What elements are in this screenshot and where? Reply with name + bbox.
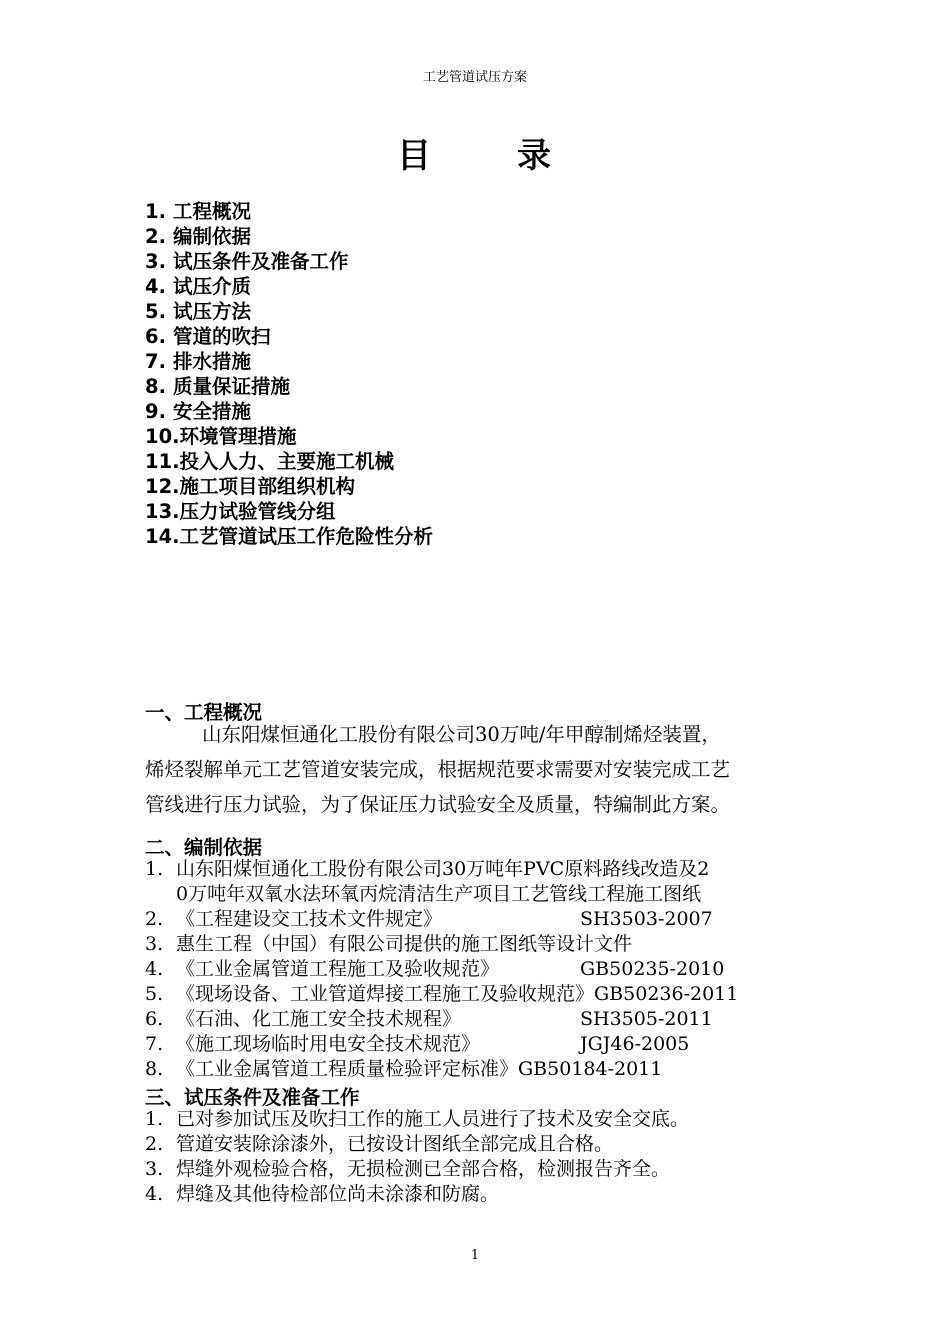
toc-item-label: 压力试验管线分组 — [179, 500, 336, 523]
toc-item-number: 10. — [145, 425, 180, 448]
toc-item-label: 试压介质 — [173, 275, 252, 298]
list-item-text: 《现场设备、工业管道焊接工程施工及验收规范》GB50236-2011 — [176, 983, 739, 1005]
list-item-text: 已对参加试压及吹扫工作的施工人员进行了技术及安全交底。 — [176, 1108, 690, 1130]
list-item — [145, 982, 738, 1007]
list-item-number: 1. — [145, 1108, 164, 1130]
toc-item-number: 1. — [145, 200, 166, 223]
list-item-number: 5. — [145, 983, 164, 1005]
toc-item-number: 7. — [145, 350, 166, 373]
list-item-text: 管道安装除涂漆外，已按设计图纸全部完成且合格。 — [176, 1133, 614, 1155]
toc-item-label: 环境管理措施 — [179, 425, 297, 448]
paragraph-line: 山东阳煤恒通化工股份有限公司30万吨/年甲醇制烯烃装置， — [202, 723, 721, 746]
page-header: 工艺管道试压方案 — [422, 70, 527, 85]
toc-item-number: 13. — [145, 500, 180, 523]
toc-item — [145, 349, 433, 374]
toc-item — [145, 324, 433, 349]
list-item — [145, 1132, 689, 1157]
basis-list — [145, 857, 738, 1082]
list-item — [145, 932, 738, 957]
list-item-number: 4. — [145, 1183, 164, 1205]
toc-item — [145, 224, 433, 249]
toc-item-number: 4. — [145, 275, 166, 298]
list-item — [145, 1107, 689, 1132]
toc-item-label: 质量保证措施 — [173, 375, 291, 398]
list-item-number: 6. — [145, 1008, 164, 1030]
list-item-continuation: 0万吨年双氧水法环氧丙烷清洁生产项目工艺管线工程施工图纸 — [176, 883, 702, 905]
list-item-text: 《工业金属管道工程质量检验评定标准》GB50184-2011 — [176, 1058, 663, 1080]
standard-code: SH3505-2011 — [580, 1008, 713, 1030]
list-item-text: 焊缝及其他待检部位尚未涂漆和防腐。 — [176, 1183, 500, 1205]
page-number: 1 — [470, 1248, 480, 1263]
toc-item — [145, 499, 433, 524]
paragraph-line: 烯烃裂解单元工艺管道安装完成，根据规范要求需要对安装完成工艺 — [145, 758, 731, 781]
toc-item-label: 施工项目部组织机构 — [179, 475, 356, 498]
list-item-number: 1. — [145, 858, 164, 880]
toc-item-label: 工程概况 — [173, 200, 252, 223]
toc-title — [0, 128, 950, 177]
toc-item-number: 12. — [145, 475, 180, 498]
toc-item — [145, 374, 433, 399]
toc-item — [145, 299, 433, 324]
toc-item-number: 3. — [145, 250, 166, 273]
list-item-number: 2. — [145, 1133, 164, 1155]
toc-item — [145, 449, 433, 474]
toc-item-number: 5. — [145, 300, 166, 323]
standard-code: GB50235-2010 — [580, 958, 725, 980]
list-item-text: 焊缝外观检验合格，无损检测已全部合格，检测报告齐全。 — [176, 1158, 671, 1180]
section-heading-basis: 二、编制依据 — [145, 836, 263, 859]
toc-item-number: 6. — [145, 325, 166, 348]
toc-item — [145, 249, 433, 274]
toc-item — [145, 474, 433, 499]
list-item-number: 8. — [145, 1058, 164, 1080]
toc-item-number: 8. — [145, 375, 166, 398]
toc-item-label: 管道的吹扫 — [173, 325, 271, 348]
list-item-number: 3. — [145, 933, 164, 955]
toc-item-number: 9. — [145, 400, 166, 423]
section-overview-paragraph — [145, 717, 815, 822]
toc-item-label: 编制依据 — [173, 225, 252, 248]
list-item-number: 4. — [145, 958, 164, 980]
toc-title-char-2: 录 — [517, 136, 553, 176]
list-item — [145, 857, 738, 882]
paragraph-line: 管线进行压力试验，为了保证压力试验安全及质量，特编制此方案。 — [145, 793, 731, 816]
list-item-text: 惠生工程（中国）有限公司提供的施工图纸等设计文件 — [176, 933, 633, 955]
list-item — [145, 1007, 738, 1032]
standard-code: JGJ46-2005 — [580, 1033, 690, 1055]
list-item-text: 《工业金属管道工程施工及验收规范》 — [176, 958, 500, 980]
toc-item-label: 工艺管道试压工作危险性分析 — [179, 525, 434, 548]
toc-title-char-1: 目 — [397, 136, 433, 176]
toc-item — [145, 399, 433, 424]
toc-item-number: 11. — [145, 450, 180, 473]
section-heading-overview: 一、工程概况 — [145, 701, 263, 724]
toc-item — [145, 274, 433, 299]
table-of-contents — [145, 199, 433, 549]
list-item — [145, 1057, 738, 1082]
list-item-text: 山东阳煤恒通化工股份有限公司30万吨年PVC原料路线改造及2 — [176, 858, 710, 880]
list-item — [145, 957, 738, 982]
list-item — [145, 907, 738, 932]
list-item-text: 《施工现场临时用电安全技术规范》 — [176, 1033, 481, 1055]
standard-code: SH3503-2007 — [580, 908, 713, 930]
list-item-text: 《石油、化工施工安全技术规程》 — [176, 1008, 462, 1030]
list-item — [145, 1157, 689, 1182]
list-item — [145, 1182, 689, 1207]
toc-item — [145, 424, 433, 449]
toc-item-label: 投入人力、主要施工机械 — [179, 450, 395, 473]
toc-item — [145, 524, 433, 549]
toc-item-label: 排水措施 — [173, 350, 252, 373]
toc-item-label: 安全措施 — [173, 400, 252, 423]
toc-item-number: 14. — [145, 525, 180, 548]
toc-item-label: 试压方法 — [173, 300, 252, 323]
list-item-number: 3. — [145, 1158, 164, 1180]
list-item-text: 《工程建设交工技术文件规定》 — [176, 908, 443, 930]
section-heading-conditions: 三、试压条件及准备工作 — [145, 1086, 360, 1109]
list-item-number: 2. — [145, 908, 164, 930]
toc-item-number: 2. — [145, 225, 166, 248]
conditions-list — [145, 1107, 689, 1207]
toc-item — [145, 199, 433, 224]
list-item-number: 7. — [145, 1033, 164, 1055]
list-item — [145, 1032, 738, 1057]
toc-item-label: 试压条件及准备工作 — [173, 250, 349, 273]
